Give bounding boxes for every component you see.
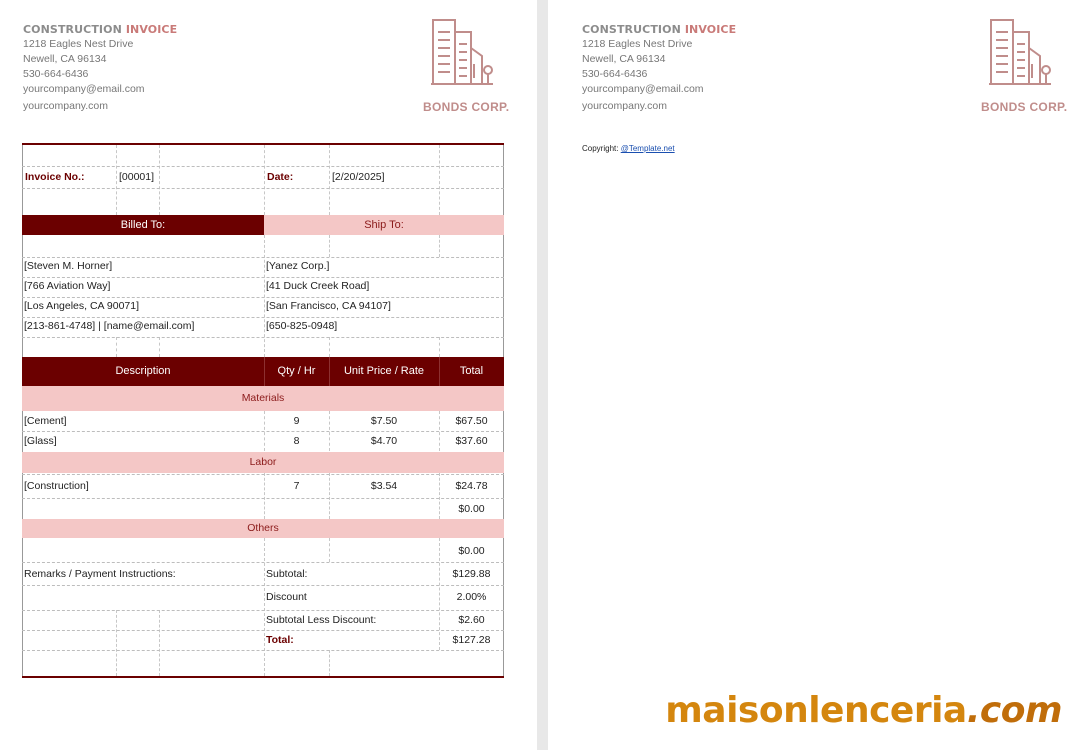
watermark-main: maisonlenceria <box>665 690 967 731</box>
section-title: Materials <box>241 392 285 404</box>
item-description[interactable]: [Glass] <box>24 435 57 447</box>
item-qty[interactable]: 7 <box>293 480 300 492</box>
item-total: $0.00 <box>458 503 485 515</box>
document-title: CONSTRUCTION INVOICE <box>582 23 737 36</box>
billed-city[interactable]: [Los Angeles, CA 90071] <box>24 300 140 312</box>
header-qty: Qty / Hr <box>277 365 316 377</box>
company-address-line1: 1218 Eagles Nest Drive <box>23 38 134 50</box>
subtotal-less-discount-label: Subtotal Less Discount: <box>266 614 377 626</box>
company-name: BONDS CORP. <box>981 100 1068 114</box>
header-description: Description <box>115 365 171 377</box>
item-qty[interactable]: 8 <box>293 435 300 447</box>
subtotal-label: Subtotal: <box>266 568 308 580</box>
billed-contact[interactable]: [213-861-4748] | [name@email.com] <box>24 320 195 332</box>
company-address-line2: Newell, CA 96134 <box>23 53 107 65</box>
billed-street[interactable]: [766 Aviation Way] <box>24 280 111 292</box>
discount-value[interactable]: 2.00% <box>456 591 487 603</box>
item-unit-price[interactable]: $3.54 <box>370 480 398 492</box>
ship-city[interactable]: [San Francisco, CA 94107] <box>266 300 391 312</box>
invoice-table <box>22 143 504 678</box>
company-phone: 530-664-6436 <box>582 68 648 80</box>
discount-label: Discount <box>266 591 307 603</box>
copyright-label: Copyright: <box>582 144 619 153</box>
ship-phone[interactable]: [650-825-0948] <box>266 320 338 332</box>
total-label: Total: <box>266 634 294 646</box>
watermark-tld: .com <box>966 690 1062 731</box>
total-value: $127.28 <box>452 634 491 646</box>
section-title: Labor <box>249 456 277 468</box>
invoice-page-2 <box>548 0 1080 750</box>
section-title: Others <box>247 522 279 534</box>
item-total: $37.60 <box>455 435 488 447</box>
billed-name[interactable]: [Steven M. Horner] <box>24 260 113 272</box>
buildings-icon <box>430 18 494 88</box>
ship-name[interactable]: [Yanez Corp.] <box>266 260 330 272</box>
header-total: Total <box>459 365 484 377</box>
item-total: $0.00 <box>458 545 485 557</box>
item-description[interactable]: [Construction] <box>24 480 89 492</box>
invoice-date-label: Date: <box>267 171 294 183</box>
document-title: CONSTRUCTION INVOICE <box>23 23 178 36</box>
copyright-link[interactable]: @Template.net <box>620 144 675 153</box>
subtotal-less-discount-value: $2.60 <box>458 614 485 626</box>
ship-street[interactable]: [41 Duck Creek Road] <box>266 280 370 292</box>
item-total: $24.78 <box>455 480 488 492</box>
company-address-line1: 1218 Eagles Nest Drive <box>582 38 693 50</box>
company-address-line2: Newell, CA 96134 <box>582 53 666 65</box>
copyright-notice <box>582 144 675 153</box>
ship-to-heading: Ship To: <box>364 219 404 231</box>
item-unit-price[interactable]: $7.50 <box>370 415 398 427</box>
item-qty[interactable]: 9 <box>293 415 300 427</box>
remarks-label: Remarks / Payment Instructions: <box>24 568 176 580</box>
header-unit-price: Unit Price / Rate <box>343 365 425 377</box>
company-name: BONDS CORP. <box>423 100 510 114</box>
invoice-date[interactable]: [2/20/2025] <box>332 171 385 183</box>
invoice-number[interactable]: [00001] <box>119 171 155 183</box>
invoice-page-1 <box>0 0 537 750</box>
company-email: yourcompany@email.com <box>582 83 704 95</box>
invoice-number-label: Invoice No.: <box>25 171 85 183</box>
billed-to-heading: Billed To: <box>120 219 166 231</box>
company-website: yourcompany.com <box>23 100 109 112</box>
item-total: $67.50 <box>455 415 488 427</box>
company-website: yourcompany.com <box>582 100 668 112</box>
item-unit-price[interactable]: $4.70 <box>370 435 398 447</box>
page-gutter <box>537 0 548 750</box>
company-email: yourcompany@email.com <box>23 83 145 95</box>
subtotal-value: $129.88 <box>452 568 491 580</box>
company-phone: 530-664-6436 <box>23 68 89 80</box>
watermark <box>665 690 1062 731</box>
item-description[interactable]: [Cement] <box>24 415 67 427</box>
buildings-icon <box>988 18 1052 88</box>
